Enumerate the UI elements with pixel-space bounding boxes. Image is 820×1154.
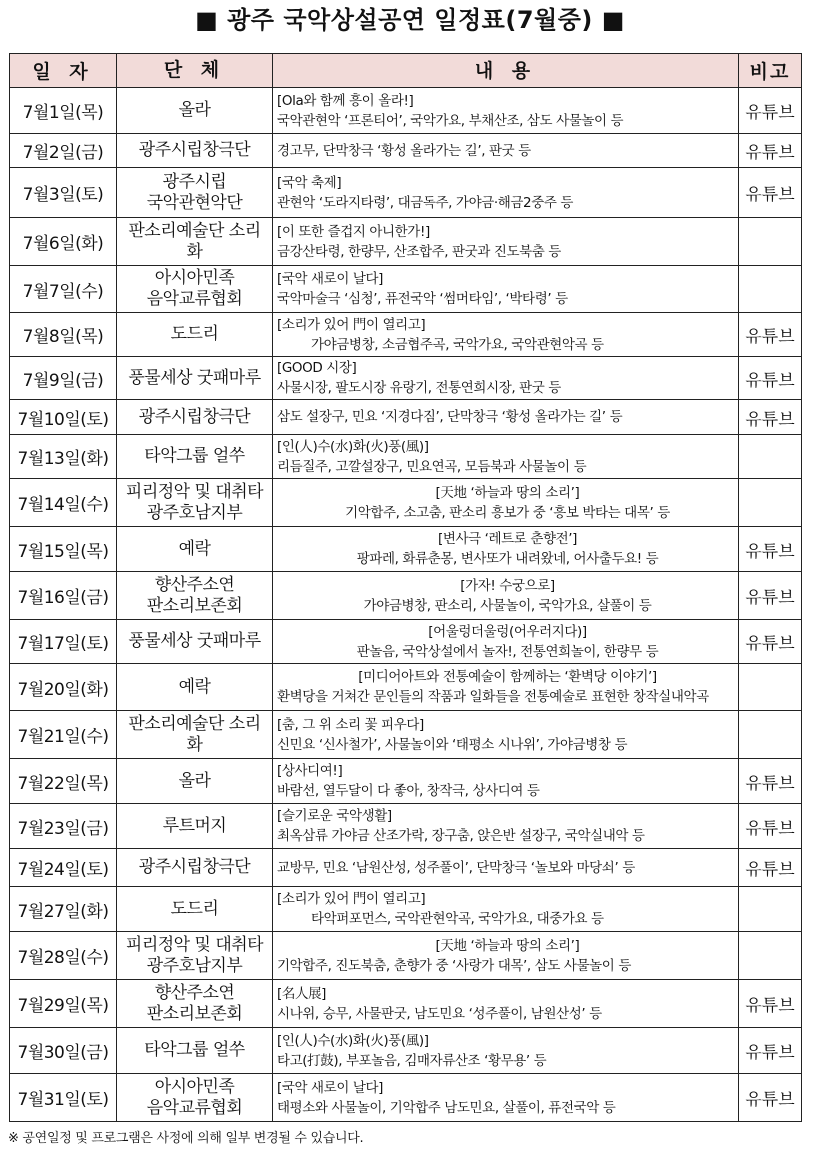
group-name-line: 아시아민족 xyxy=(154,1076,235,1097)
program-title: [국악 축제] xyxy=(277,174,342,191)
row-group xyxy=(117,218,273,266)
group-name-line: 타악그룹 얼쑤 xyxy=(144,446,245,466)
group-name-line: 음악교류협회 xyxy=(146,289,243,309)
row-content xyxy=(273,313,739,357)
row-date: 7월10일(토) xyxy=(10,400,117,435)
row-note xyxy=(739,664,802,711)
group-name-line: 광주호남지부 xyxy=(146,955,243,976)
group-name-line: 아시아민족 xyxy=(154,268,235,288)
row-content xyxy=(273,664,739,711)
row-note: 유튜브 xyxy=(739,849,802,887)
program-detail: 리듬질주, 고깔설장구, 민요연곡, 모듬북과 사물놀이 등 xyxy=(277,458,587,475)
row-content xyxy=(273,887,739,932)
group-name-line: 도드리 xyxy=(170,324,219,344)
row-content xyxy=(273,479,739,527)
row-group xyxy=(117,1074,273,1122)
row-group xyxy=(117,849,273,887)
table-row xyxy=(10,266,802,313)
row-date: 7월23일(금) xyxy=(10,804,117,849)
row-note xyxy=(739,887,802,932)
table-row xyxy=(10,980,802,1028)
row-group xyxy=(117,266,273,313)
row-note xyxy=(739,932,802,980)
group-name-line: 판소리예술단 소리 xyxy=(128,220,261,241)
row-content xyxy=(273,527,739,572)
group-name-line: 향산주소연 xyxy=(154,574,235,595)
program-detail: 팡파레, 화류춘몽, 변사또가 내려왔네, 어사출두요! 등 xyxy=(356,551,659,567)
row-content xyxy=(273,134,739,168)
program-title: [춤, 그 위 소리 꽃 피우다] xyxy=(277,716,424,733)
group-name-line: 풍물세상 굿패마루 xyxy=(128,631,261,651)
row-note: 유튜브 xyxy=(739,759,802,804)
group-name-line: 화 xyxy=(186,241,203,262)
table-header-row xyxy=(10,54,802,88)
row-content xyxy=(273,932,739,980)
program-detail: 국악관현악 ‘프론티어’, 국악가요, 부채산조, 삼도 사물놀이 등 xyxy=(277,112,624,129)
group-name-line: 국악관현악단 xyxy=(146,192,243,213)
table-row xyxy=(10,759,802,804)
row-content xyxy=(273,620,739,664)
row-date: 7월31일(토) xyxy=(10,1074,117,1122)
program-title: [소리가 있어 門이 열리고] xyxy=(277,891,426,907)
row-note: 유튜브 xyxy=(739,980,802,1028)
program-detail: 금강산타령, 한량무, 산조합주, 판굿과 진도북춤 등 xyxy=(277,243,561,260)
row-content xyxy=(273,400,739,435)
row-group xyxy=(117,711,273,759)
group-name-line: 피리정악 및 대취타 xyxy=(125,934,264,955)
table-row xyxy=(10,218,802,266)
group-name-line: 풍물세상 굿패마루 xyxy=(128,367,261,388)
row-note: 유튜브 xyxy=(739,357,802,400)
row-group xyxy=(117,1028,273,1074)
table-row xyxy=(10,804,802,849)
group-name-line: 광주시립창극단 xyxy=(138,140,251,160)
program-title: [변사극 ‘레트로 춘향전’] xyxy=(437,531,578,547)
program-title: [소리가 있어 門이 열리고] xyxy=(277,316,426,333)
program-title: [인(人)수(水)화(火)풍(風)] xyxy=(277,438,429,455)
program-detail: 판놀음, 국악상설에서 놀자!, 전통연희놀이, 한량무 등 xyxy=(356,643,659,660)
row-group xyxy=(117,527,273,572)
group-name-line: 판소리예술단 소리 xyxy=(128,713,261,734)
row-group xyxy=(117,134,273,168)
program-title: [가자! 수궁으로] xyxy=(460,577,555,594)
row-group xyxy=(117,664,273,711)
row-note xyxy=(739,266,802,313)
page-title: ■ 광주 국악상설공연 일정표(7월중) ■ xyxy=(195,6,625,34)
group-name-line: 예락 xyxy=(178,676,211,697)
row-content xyxy=(273,711,739,759)
program-title: [어울렁더울렁(어우러지다)] xyxy=(428,623,587,640)
row-content xyxy=(273,980,739,1028)
program-title: [인(人)수(水)화(火)풍(風)] xyxy=(277,1032,429,1049)
table-row xyxy=(10,88,802,134)
row-group xyxy=(117,400,273,435)
program-detail: 국악마술극 ‘심청’, 퓨전국악 ‘썸머타임’, ‘박타령’ 등 xyxy=(277,291,568,307)
row-content xyxy=(273,88,739,134)
row-date: 7월1일(목) xyxy=(10,88,117,134)
program-title: [名人展] xyxy=(277,985,327,1002)
group-name-line: 도드리 xyxy=(170,898,219,919)
program-title: [이 또한 즐겁지 아니한가!] xyxy=(277,223,430,240)
group-name-line: 루트머지 xyxy=(162,815,227,836)
row-date: 7월9일(금) xyxy=(10,357,117,400)
row-note: 유튜브 xyxy=(739,804,802,849)
row-content xyxy=(273,1074,739,1122)
row-content xyxy=(273,804,739,849)
group-name-line: 향산주소연 xyxy=(154,982,235,1003)
row-date: 7월6일(화) xyxy=(10,218,117,266)
program-title: [天地 ‘하늘과 땅의 소리’] xyxy=(435,937,580,954)
row-group xyxy=(117,168,273,218)
program-title: [GOOD 시장] xyxy=(277,360,357,376)
row-note: 유튜브 xyxy=(739,572,802,620)
row-group xyxy=(117,88,273,134)
table-row xyxy=(10,932,802,980)
row-content xyxy=(273,168,739,218)
row-date: 7월17일(토) xyxy=(10,620,117,664)
row-note: 유튜브 xyxy=(739,88,802,134)
table-row xyxy=(10,1074,802,1122)
table-row xyxy=(10,849,802,887)
group-name-line: 피리정악 및 대취타 xyxy=(125,481,264,502)
group-name-line: 판소리보존회 xyxy=(146,1003,243,1024)
program-title: [미디어아트와 전통예술이 함께하는 ‘환벽당 이야기’] xyxy=(358,669,657,685)
header-group: 단 체 xyxy=(117,54,273,88)
row-date: 7월22일(목) xyxy=(10,759,117,804)
table-row xyxy=(10,572,802,620)
row-note: 유튜브 xyxy=(739,313,802,357)
row-note xyxy=(739,218,802,266)
table-row xyxy=(10,134,802,168)
group-name-line: 화 xyxy=(186,734,203,755)
row-date: 7월20일(화) xyxy=(10,664,117,711)
row-date: 7월7일(수) xyxy=(10,266,117,313)
row-group xyxy=(117,932,273,980)
schedule-body xyxy=(10,88,802,1122)
row-note: 유튜브 xyxy=(739,620,802,664)
header-content: 내 용 xyxy=(273,54,739,88)
row-content xyxy=(273,849,739,887)
group-name-line: 타악그룹 얼쑤 xyxy=(144,1040,245,1060)
row-group xyxy=(117,980,273,1028)
group-name-line: 판소리보존회 xyxy=(146,595,243,616)
group-name-line: 음악교류협회 xyxy=(146,1097,243,1118)
row-content xyxy=(273,759,739,804)
row-group xyxy=(117,479,273,527)
row-group xyxy=(117,435,273,479)
program-detail: 가야금병창, 판소리, 사물놀이, 국악가요, 살풀이 등 xyxy=(363,597,652,614)
program-detail: 타악퍼포먼스, 국악관현악곡, 국악가요, 대중가요 등 xyxy=(311,911,604,927)
row-date: 7월13일(화) xyxy=(10,435,117,479)
table-row xyxy=(10,479,802,527)
row-date: 7월14일(수) xyxy=(10,479,117,527)
group-name-line: 예락 xyxy=(178,538,211,559)
program-title: [국악 새로이 날다] xyxy=(277,1079,384,1096)
table-row xyxy=(10,887,802,932)
header-note: 비고 xyxy=(739,54,802,88)
table-row xyxy=(10,357,802,400)
row-content xyxy=(273,435,739,479)
group-name-line: 광주호남지부 xyxy=(146,502,243,523)
row-note: 유튜브 xyxy=(739,1074,802,1122)
row-group xyxy=(117,759,273,804)
row-note: 유튜브 xyxy=(739,168,802,218)
program-detail: 사물시장, 팔도시장 유랑기, 전통연희시장, 판굿 등 xyxy=(277,380,561,396)
row-note: 유튜브 xyxy=(739,400,802,435)
row-date: 7월3일(토) xyxy=(10,168,117,218)
table-row xyxy=(10,435,802,479)
row-date: 7월15일(목) xyxy=(10,527,117,572)
row-content xyxy=(273,266,739,313)
row-date: 7월2일(금) xyxy=(10,134,117,168)
row-content xyxy=(273,357,739,400)
program-detail: 최옥삼류 가야금 산조가락, 장구춤, 앉은반 설장구, 국악실내악 등 xyxy=(277,828,645,844)
row-date: 7월29일(목) xyxy=(10,980,117,1028)
program-title: [Ola와 함께 흥이 올라!] xyxy=(277,92,414,109)
schedule-table xyxy=(9,53,802,1122)
row-group xyxy=(117,887,273,932)
program-detail: 타고(打鼓), 부포놀음, 김매자류산조 ‘황무용’ 등 xyxy=(277,1052,547,1069)
table-row xyxy=(10,168,802,218)
program-detail: 교방무, 민요 ‘남원산성, 성주풀이’, 단막창극 ‘놀보와 마당쇠’ 등 xyxy=(277,859,635,876)
row-content xyxy=(273,218,739,266)
program-title: [국악 새로이 날다] xyxy=(277,271,384,287)
row-date: 7월24일(토) xyxy=(10,849,117,887)
row-group xyxy=(117,357,273,400)
table-row xyxy=(10,711,802,759)
group-name-line: 광주시립창극단 xyxy=(138,406,251,427)
program-detail: 경고무, 단막창극 ‘황성 올라가는 길’, 판굿 등 xyxy=(277,142,531,159)
row-group xyxy=(117,620,273,664)
program-title: [슬기로운 국악생활] xyxy=(277,808,392,824)
program-detail: 관현악 ‘도라지타령’, 대금독주, 가야금·해금2중주 등 xyxy=(277,194,574,211)
group-name-line: 올라 xyxy=(178,100,211,120)
table-row xyxy=(10,620,802,664)
table-row xyxy=(10,527,802,572)
row-note xyxy=(739,479,802,527)
row-note: 유튜브 xyxy=(739,134,802,168)
row-date: 7월21일(수) xyxy=(10,711,117,759)
row-content xyxy=(273,1028,739,1074)
header-date: 일 자 xyxy=(10,54,117,88)
program-detail: 환벽당을 거쳐간 문인들의 작품과 일화들을 전통예술로 표현한 창작실내악곡 xyxy=(277,689,709,705)
table-row xyxy=(10,1028,802,1074)
row-group xyxy=(117,313,273,357)
table-row xyxy=(10,400,802,435)
row-date: 7월27일(화) xyxy=(10,887,117,932)
row-note xyxy=(739,435,802,479)
program-detail: 삼도 설장구, 민요 ‘지경다짐’, 단막창극 ‘황성 올라가는 길’ 등 xyxy=(277,409,623,425)
program-detail: 바람선, 열두달이 다 좋아, 창작극, 상사디여 등 xyxy=(277,783,540,799)
footnote: ※ 공연일정 및 프로그램은 사정에 의해 일부 변경될 수 있습니다. xyxy=(8,1131,364,1146)
group-name-line: 광주시립 xyxy=(162,171,227,192)
row-date: 7월30일(금) xyxy=(10,1028,117,1074)
row-date: 7월16일(금) xyxy=(10,572,117,620)
row-group xyxy=(117,572,273,620)
row-date: 7월8일(목) xyxy=(10,313,117,357)
row-content xyxy=(273,572,739,620)
table-row xyxy=(10,664,802,711)
table-row xyxy=(10,313,802,357)
group-name-line: 광주시립창극단 xyxy=(138,857,251,877)
program-title: [상사디여!] xyxy=(277,763,343,779)
program-detail: 신민요 ‘신사철가’, 사물놀이와 ‘태평소 시나위’, 가야금병창 등 xyxy=(277,736,628,753)
program-detail: 가야금병창, 소금협주곡, 국악가요, 국악관현악곡 등 xyxy=(311,336,604,353)
row-note: 유튜브 xyxy=(739,527,802,572)
row-group xyxy=(117,804,273,849)
row-note: 유튜브 xyxy=(739,1028,802,1074)
program-detail: 기악합주, 소고춤, 판소리 흥보가 중 ‘흥보 박타는 대목’ 등 xyxy=(345,504,670,521)
program-detail: 기악합주, 진도북춤, 춘향가 중 ‘사랑가 대목’, 삼도 사물놀이 등 xyxy=(277,957,631,974)
group-name-line: 올라 xyxy=(178,770,211,791)
program-detail: 태평소와 사물놀이, 기악합주 남도민요, 살풀이, 퓨전국악 등 xyxy=(277,1099,616,1116)
row-date: 7월28일(수) xyxy=(10,932,117,980)
program-title: [天地 ‘하늘과 땅의 소리’] xyxy=(435,484,580,501)
program-detail: 시나위, 승무, 사물판굿, 남도민요 ‘성주풀이, 남원산성’ 등 xyxy=(277,1005,602,1022)
row-note xyxy=(739,711,802,759)
